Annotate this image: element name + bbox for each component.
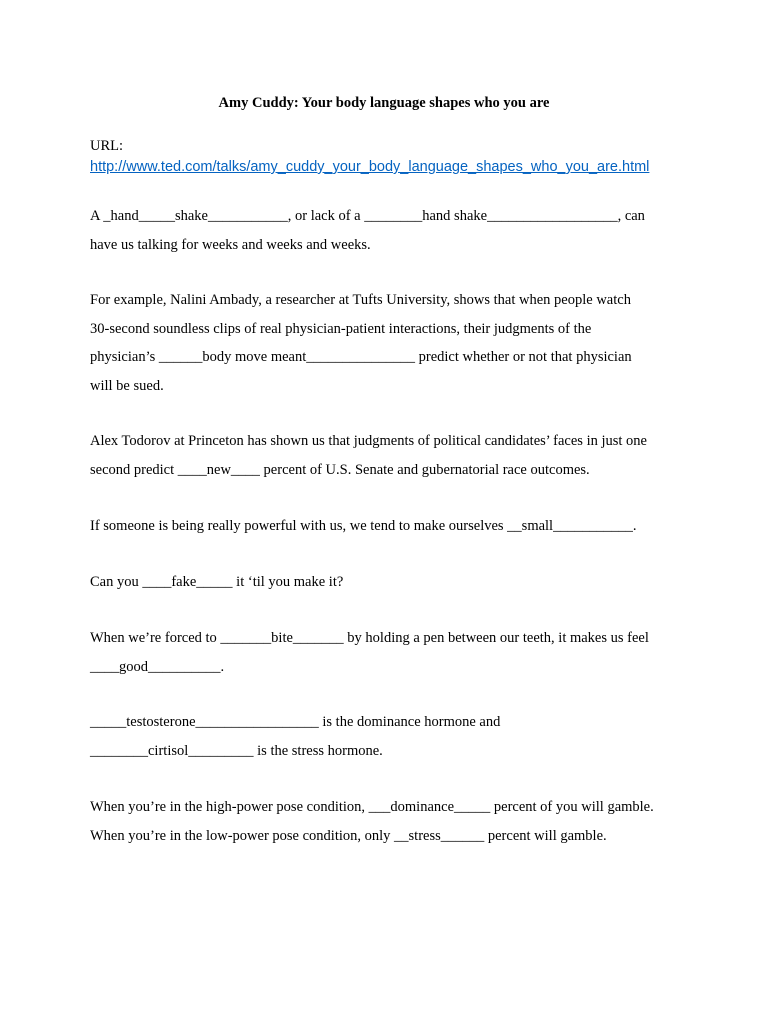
paragraph-powerful bbox=[90, 512, 636, 541]
paragraph-fake-it bbox=[90, 568, 343, 597]
paragraph-line: Can you ____fake_____ it ‘til you make it? bbox=[90, 574, 344, 590]
paragraph-line: second predict ____new____ percent of U.S. Senate and gubernatorial race outcomes. bbox=[90, 461, 590, 478]
paragraph-line: When you’re in the high-power pose condition, ___dominance_____ percent of you will gamble. bbox=[90, 799, 654, 815]
paragraph-line: will be sued. bbox=[90, 377, 164, 394]
paragraph-line: When you’re in the low-power pose condition, only __stress______ percent will gamble. bbox=[90, 827, 607, 844]
paragraph-line: _____testosterone_________________ is the dominance hormone and bbox=[90, 714, 501, 730]
paragraph-pose-gamble bbox=[90, 793, 654, 850]
paragraph-line: have us talking for weeks and weeks and weeks. bbox=[90, 236, 371, 253]
paragraph-pen-teeth bbox=[90, 624, 649, 681]
paragraph-ambady bbox=[90, 286, 632, 400]
document-title: Amy Cuddy: Your body language shapes who you are bbox=[218, 95, 550, 111]
paragraph-handshake bbox=[90, 202, 645, 259]
paragraph-line: For example, Nalini Ambady, a researcher at Tufts University, shows that when people watch bbox=[90, 292, 631, 308]
paragraph-line: A _hand_____shake___________, or lack of a ________hand shake__________________, can bbox=[90, 208, 645, 224]
url-label: URL: bbox=[90, 138, 124, 154]
paragraph-line: ________cirtisol_________ is the stress hormone. bbox=[90, 742, 383, 759]
paragraph-line: Alex Todorov at Princeton has shown us that judgments of political candidates’ faces in just one bbox=[90, 433, 647, 449]
paragraph-hormones bbox=[90, 708, 500, 765]
paragraph-line: physician’s ______body move meant_______________ predict whether or not that physician bbox=[90, 349, 632, 365]
paragraph-line: If someone is being really powerful with us, we tend to make ourselves __small___________. bbox=[90, 518, 637, 534]
paragraph-line: 30-second soundless clips of real physician-patient interactions, their judgments of the bbox=[90, 320, 592, 337]
paragraph-todorov bbox=[90, 427, 647, 484]
ted-talk-link[interactable]: http://www.ted.com/talks/amy_cuddy_your_body_language_shapes_who_you_are.html bbox=[90, 159, 650, 175]
paragraph-line: ____good__________. bbox=[90, 658, 225, 675]
document-page bbox=[90, 94, 690, 844]
paragraph-line: When we’re forced to _______bite_______ by holding a pen between our teeth, it makes us feel bbox=[90, 630, 649, 646]
